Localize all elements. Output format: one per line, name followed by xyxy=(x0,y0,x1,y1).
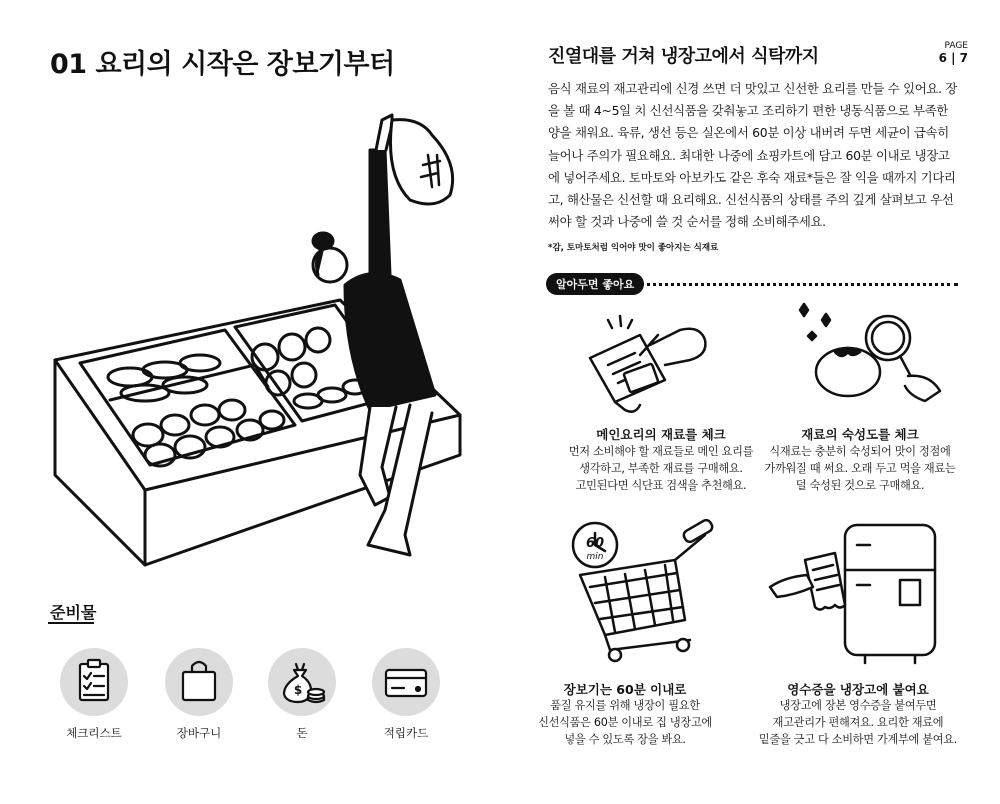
timer-unit: min xyxy=(586,552,604,562)
tip-card-title-2: 재료의 숙성도를 체크 xyxy=(801,427,919,442)
tip-card-text-2 xyxy=(750,443,970,494)
tip-card-4-line-2: 재고관리가 편해져요. 요리한 재료에 xyxy=(772,716,944,729)
page-title: 01 요리의 시작은 장보기부터 xyxy=(50,49,395,80)
prep-item-bag xyxy=(165,648,233,716)
section-title: 진열대를 거쳐 냉장고에서 식탁까지 xyxy=(548,46,819,67)
intro-paragraph: 음식 재료의 재고관리에 신경 쓰면 더 맛있고 신선한 요리를 만들 수 있어요. 장을 볼 때 4~5일 치 신선식품을 갖춰놓고 조리하기 편한 냉동식품으로 부족한 양을 채워요. 육류, 생선 등은 실온에서 60분 이상 내버려 두면 세균이 급속히 늘어나 주의가 필요해요. 최대한 나중에 쇼핑카트에 담고 60분 이내로 냉장고에 넣어주세요. 토마토와 아보카도 같은 후숙 재료*들은 잘 익을 때까지 기다리고, 해산물은 신선할 때 요리해요. 신선식품의 상태를 주의 깊게 살펴보고 우선 써야 할 것과 나중에 쓸 것 순서를 정해 소비해주세요. xyxy=(548,81,958,230)
prep-item-money xyxy=(268,648,336,716)
shopping-bag-icon xyxy=(165,648,233,716)
svg-text:$: $ xyxy=(293,683,303,697)
tip-card-4-line-3: 밑줄을 긋고 다 소비하면 가계부에 붙여요. xyxy=(758,733,958,746)
footnote: *감, 토마토처럼 익어야 맛이 좋아지는 식재료 xyxy=(548,243,719,253)
prep-label-checklist: 체크리스트 xyxy=(66,726,122,740)
tip-card-1-line-1: 먼저 소비해야 할 재료들로 메인 요리를 xyxy=(568,445,754,458)
market-illustration xyxy=(40,95,500,575)
card-icon xyxy=(372,648,440,716)
money-icon xyxy=(268,648,336,716)
dotted-divider xyxy=(640,283,958,286)
tip-card-3-line-3: 넣을 수 있도록 장을 봐요. xyxy=(564,733,686,746)
tomato-magnifier-icon xyxy=(790,296,950,416)
prep-item-card xyxy=(372,648,440,716)
tips-badge: 알아두면 좋아요 xyxy=(546,273,644,295)
tip-card-3-line-1: 품질 유지를 위해 냉장이 필요한 xyxy=(550,699,700,712)
prep-label-bag: 장바구니 xyxy=(176,726,222,740)
timer-label: 60 xyxy=(585,536,605,551)
tip-card-text-1 xyxy=(551,443,771,494)
tip-card-title-3: 장보기는 60분 이내로 xyxy=(563,682,687,697)
page-label: PAGE xyxy=(944,41,968,51)
tip-card-2-line-2: 가까워질 때 써요. 오래 두고 먹을 재료는 xyxy=(764,462,956,475)
tip-card-title-1: 메인요리의 재료를 체크 xyxy=(596,427,726,442)
page-indicator xyxy=(928,40,968,64)
prep-item-checklist xyxy=(60,648,128,716)
fridge-receipt-icon xyxy=(765,515,945,665)
tip-card-3-line-2: 신선식품은 60분 이내로 집 냉장고에 xyxy=(538,716,712,729)
checklist-hand-icon xyxy=(580,310,720,420)
shopping-cart-timer-icon xyxy=(565,515,725,665)
prep-heading: 준비물 xyxy=(50,603,97,622)
tip-card-1-line-3: 고민된다면 식단표 검색을 추천해요. xyxy=(575,479,747,492)
prep-label-card: 적립카드 xyxy=(383,726,429,740)
tip-card-4-line-1: 냉장고에 장본 영수증을 붙여두면 xyxy=(779,699,937,712)
prep-label-money: 돈 xyxy=(296,726,308,740)
tip-card-2-line-1: 식재료는 충분히 숙성되어 맛이 정점에 xyxy=(769,445,951,458)
tip-card-1-line-2: 생각하고, 부족한 재료를 구매해요. xyxy=(579,462,743,475)
page-number: 6 | 7 xyxy=(938,51,968,65)
checklist-icon xyxy=(60,648,128,716)
prep-heading-underline xyxy=(48,622,94,624)
tip-card-title-4: 영수증을 냉장고에 붙여요 xyxy=(787,682,929,697)
tip-card-text-3 xyxy=(515,697,735,748)
tip-card-2-line-3: 덜 숙성된 것으로 구매해요. xyxy=(795,479,925,492)
tip-card-text-4 xyxy=(743,697,973,748)
